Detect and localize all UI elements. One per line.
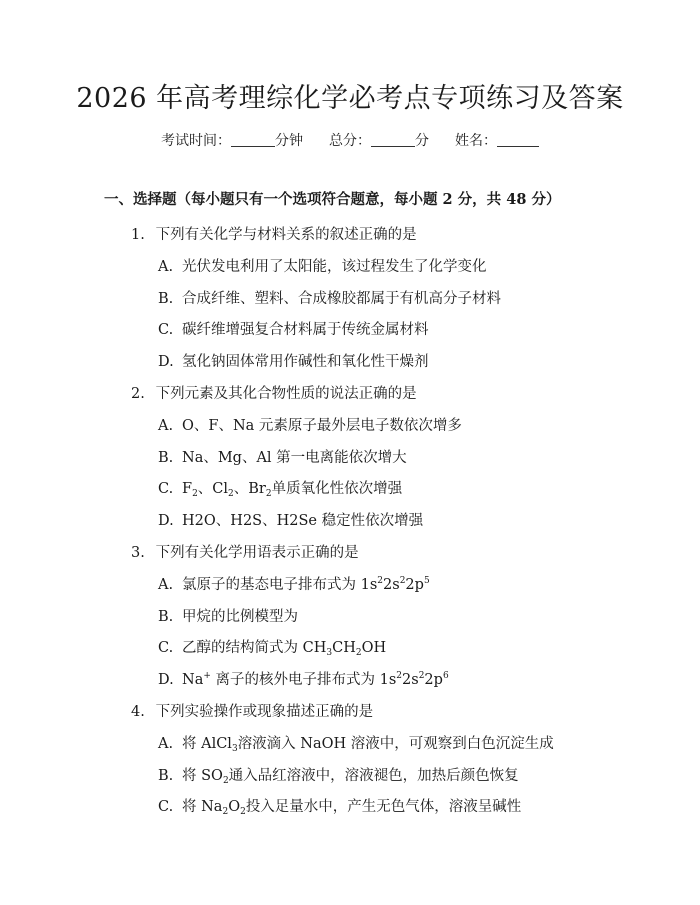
exam-time-field: [161, 130, 303, 150]
answer-option[interactable]: [158, 573, 430, 594]
option-letter: C.: [158, 322, 174, 339]
option-letter: A.: [158, 258, 174, 275]
option-text: 氯原子的基态电子排布式为 1s: [182, 576, 378, 593]
option-text: 氢化钠固体常用作碱性和氧化性干燥剂: [182, 354, 429, 371]
answer-option[interactable]: [158, 446, 407, 467]
option-text: H: [182, 513, 195, 530]
option-text: 6: [442, 671, 449, 682]
option-text: O、H: [203, 513, 243, 530]
option-text: O: [228, 799, 241, 816]
question-text: 下列有关化学与材料关系的叙述正确的是: [151, 227, 417, 243]
name-blank: [497, 132, 539, 147]
answer-option[interactable]: [158, 668, 449, 689]
option-text: 2: [192, 489, 198, 500]
option-text: 2: [265, 489, 272, 500]
question-number: 3.: [131, 545, 145, 561]
option-text: +: [203, 671, 211, 682]
name-label: 姓名：: [455, 133, 497, 149]
option-text: OH: [361, 640, 387, 657]
answer-option[interactable]: [158, 509, 423, 530]
option-text: 通入品红溶液中，溶液褪色，加热后颜色恢复: [228, 767, 519, 784]
option-text: O、F、Na 元素原子最外层电子数依次增多: [182, 417, 462, 434]
option-letter: B.: [158, 290, 174, 307]
option-text: 2: [240, 807, 246, 818]
option-text: 2: [418, 671, 425, 682]
option-letter: A.: [158, 417, 174, 434]
option-text: 2: [222, 775, 229, 786]
option-text: Na、Mg、Al 第一电离能依次增大: [182, 449, 407, 466]
option-letter: B.: [158, 767, 174, 784]
name-field: [455, 130, 539, 150]
answer-option[interactable]: [158, 414, 462, 435]
option-text: 2: [194, 513, 204, 530]
option-text: 3: [231, 743, 238, 754]
option-text: 2: [289, 513, 299, 530]
answer-option[interactable]: [158, 477, 402, 498]
option-text: F: [182, 481, 193, 498]
option-text: 、Cl: [197, 481, 229, 498]
option-text: Se 稳定性依次增强: [298, 513, 424, 530]
total-score-field: [329, 130, 429, 150]
exam-time-blank: [231, 132, 275, 147]
option-text: S、H: [252, 513, 290, 530]
option-text: 2s: [402, 672, 419, 689]
answer-option[interactable]: [158, 636, 386, 657]
option-text: 单质氧化性依次增强: [271, 481, 403, 498]
option-text: 2: [228, 489, 234, 500]
option-text: 合成纤维、塑料、合成橡胶都属于有机高分子材料: [182, 290, 501, 307]
question-number: 1.: [131, 227, 145, 243]
option-text: 甲烷的比例模型为: [182, 608, 298, 625]
option-letter: C.: [158, 481, 174, 498]
option-letter: C.: [158, 640, 174, 657]
option-letter: D.: [158, 513, 174, 530]
option-text: 2s: [383, 576, 400, 593]
exam-time-label: 考试时间：: [161, 133, 231, 149]
option-text: 5: [423, 575, 430, 586]
answer-option[interactable]: [158, 255, 487, 276]
answer-option[interactable]: [158, 318, 429, 339]
option-text: 2: [399, 575, 406, 586]
option-text: 乙醇的结构简式为 CH: [182, 640, 327, 657]
option-text: 2: [242, 513, 253, 530]
question-stem: [131, 223, 417, 244]
option-text: 碳纤维增强复合材料属于传统金属材料: [182, 322, 429, 339]
question-text: 下列元素及其化合物性质的说法正确的是: [151, 386, 417, 402]
option-text: 离子的核外电子排布式为 1s: [210, 672, 397, 689]
option-text: 将 Na: [182, 799, 223, 816]
option-text: 2p: [424, 672, 443, 689]
exam-time-unit: 分钟: [275, 133, 303, 149]
option-text: 2: [222, 807, 229, 818]
option-letter: D.: [158, 672, 174, 689]
option-letter: C.: [158, 799, 174, 816]
option-text: 溶液滴入 NaOH 溶液中，可观察到白色沉淀生成: [237, 735, 554, 752]
option-text: 2: [355, 648, 362, 659]
answer-option[interactable]: [158, 732, 554, 753]
option-text: 2: [396, 671, 403, 682]
option-text: 将 SO: [182, 767, 223, 784]
question-text: 下列有关化学用语表示正确的是: [151, 545, 359, 561]
question-number: 2.: [131, 386, 145, 402]
exam-info-row: [0, 130, 700, 150]
total-score-label: 总分：: [329, 133, 371, 149]
option-letter: B.: [158, 608, 174, 625]
option-text: 将 AlCl: [182, 735, 232, 752]
question-stem: [131, 382, 417, 403]
option-letter: B.: [158, 449, 174, 466]
option-letter: D.: [158, 354, 174, 371]
option-text: 3: [326, 648, 333, 659]
option-text: 2: [377, 575, 384, 586]
option-letter: A.: [158, 735, 174, 752]
option-text: 2p: [405, 576, 424, 593]
total-score-unit: 分: [415, 133, 429, 149]
option-text: CH: [332, 640, 356, 657]
option-text: Na: [182, 672, 204, 689]
answer-option[interactable]: [158, 605, 298, 626]
question-stem: [131, 700, 373, 721]
total-score-blank: [371, 132, 415, 147]
question-text: 下列实验操作或现象描述正确的是: [151, 704, 374, 720]
answer-option[interactable]: [158, 764, 519, 785]
answer-option[interactable]: [158, 287, 501, 308]
page-title: 2026 年高考理综化学必考点专项练习及答案: [76, 83, 624, 114]
option-text: 投入足量水中，产生无色气体，溶液呈碱性: [245, 799, 522, 816]
answer-option[interactable]: [158, 350, 429, 371]
option-text: 光伏发电利用了太阳能，该过程发生了化学变化: [182, 258, 487, 275]
section-heading: 一、选择题（每小题只有一个选项符合题意，每小题 2 分，共 48 分）: [104, 191, 561, 208]
question-number: 4.: [131, 704, 145, 720]
question-stem: [131, 541, 359, 562]
option-text: 、Br: [233, 481, 266, 498]
option-letter: A.: [158, 576, 174, 593]
answer-option[interactable]: [158, 795, 521, 816]
